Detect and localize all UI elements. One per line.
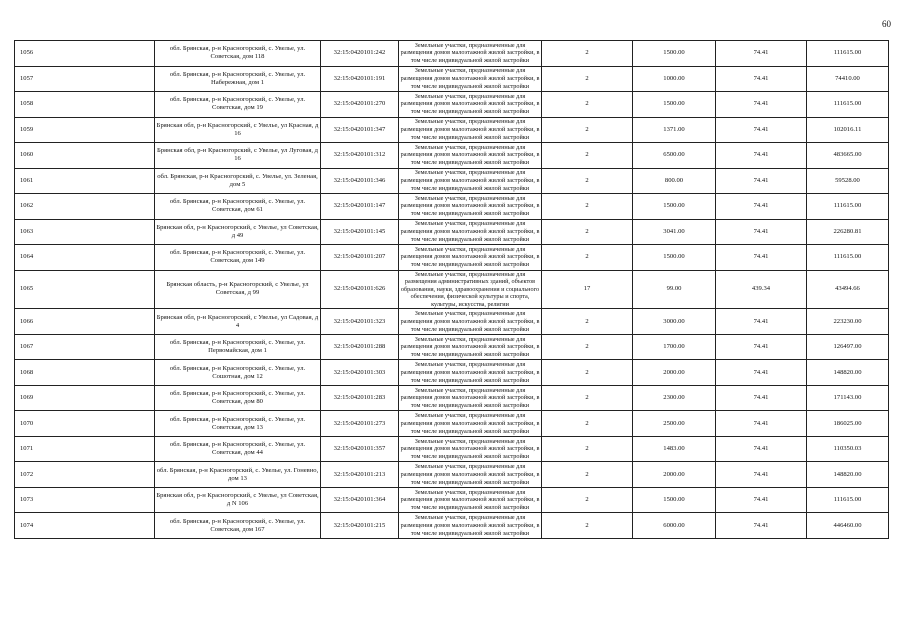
row-number-cell: 1060 xyxy=(15,143,155,169)
table-row xyxy=(15,143,889,169)
address-cell: обл. Брянская, р-н Красногорский, с. Увелье, ул. Гоневно, дом 13 xyxy=(155,462,321,488)
land-use-cell: Земельные участки, предназначенные для размещения административных зданий, объектов образования, науки, здравоохранения и социального обеспечения, физической культуры и спорта, культуры, искусства, религии xyxy=(399,270,542,309)
cadastral-number-cell: 32:15:0420101:346 xyxy=(321,168,399,194)
group-code-cell: 2 xyxy=(542,334,633,360)
address-cell: обл. Брянская, р-н Красногорский, с. Увелье, ул. Советская, дом 167 xyxy=(155,513,321,539)
table-row xyxy=(15,92,889,118)
table-row xyxy=(15,334,889,360)
address-cell: обл. Брянская, р-н Красногорский, с. Увелье, ул. Советская, дом 118 xyxy=(155,41,321,67)
cadastral-number-cell: 32:15:0420101:215 xyxy=(321,513,399,539)
specific-value-cell: 74.41 xyxy=(716,245,807,271)
row-number-cell: 1069 xyxy=(15,385,155,411)
specific-value-cell: 74.41 xyxy=(716,117,807,143)
land-use-cell: Земельные участки, предназначенные для размещения домов малоэтажной жилой застройки, в том числе индивидуальной жилой застройки xyxy=(399,41,542,67)
land-use-cell: Земельные участки, предназначенные для размещения домов малоэтажной жилой застройки, в том числе индивидуальной жилой застройки xyxy=(399,385,542,411)
land-use-cell: Земельные участки, предназначенные для размещения домов малоэтажной жилой застройки, в том числе индивидуальной жилой застройки xyxy=(399,309,542,335)
land-use-cell: Земельные участки, предназначенные для размещения домов малоэтажной жилой застройки, в том числе индивидуальной жилой застройки xyxy=(399,245,542,271)
cadastral-value-cell: 148820.00 xyxy=(807,360,889,386)
area-cell: 1483.00 xyxy=(633,436,716,462)
area-cell: 800.00 xyxy=(633,168,716,194)
cadastral-value-cell: 171143.00 xyxy=(807,385,889,411)
group-code-cell: 2 xyxy=(542,309,633,335)
land-use-cell: Земельные участки, предназначенные для размещения домов малоэтажной жилой застройки, в том числе индивидуальной жилой застройки xyxy=(399,487,542,513)
cadastral-number-cell: 32:15:0420101:303 xyxy=(321,360,399,386)
land-use-cell: Земельные участки, предназначенные для размещения домов малоэтажной жилой застройки, в том числе индивидуальной жилой застройки xyxy=(399,462,542,488)
group-code-cell: 2 xyxy=(542,245,633,271)
address-cell: Брянская область, р-н Красногорский, с Увелье, ул Советская, д 99 xyxy=(155,270,321,309)
group-code-cell: 2 xyxy=(542,385,633,411)
table-row xyxy=(15,117,889,143)
specific-value-cell: 74.41 xyxy=(716,92,807,118)
cadastral-value-cell: 111615.00 xyxy=(807,92,889,118)
cadastral-value-cell: 43494.66 xyxy=(807,270,889,309)
land-use-cell: Земельные участки, предназначенные для размещения домов малоэтажной жилой застройки, в том числе индивидуальной жилой застройки xyxy=(399,360,542,386)
group-code-cell: 2 xyxy=(542,41,633,67)
cadastral-number-cell: 32:15:0420101:283 xyxy=(321,385,399,411)
land-use-cell: Земельные участки, предназначенные для размещения домов малоэтажной жилой застройки, в том числе индивидуальной жилой застройки xyxy=(399,513,542,539)
cadastral-number-cell: 32:15:0420101:273 xyxy=(321,411,399,437)
row-number-cell: 1059 xyxy=(15,117,155,143)
area-cell: 2000.00 xyxy=(633,360,716,386)
table-row xyxy=(15,309,889,335)
land-use-cell: Земельные участки, предназначенные для размещения домов малоэтажной жилой застройки, в том числе индивидуальной жилой застройки xyxy=(399,66,542,92)
table-row xyxy=(15,66,889,92)
row-number-cell: 1071 xyxy=(15,436,155,462)
cadastral-number-cell: 32:15:0420101:207 xyxy=(321,245,399,271)
area-cell: 1000.00 xyxy=(633,66,716,92)
table-row xyxy=(15,462,889,488)
specific-value-cell: 74.41 xyxy=(716,194,807,220)
table-row xyxy=(15,270,889,309)
cadastral-number-cell: 32:15:0420101:312 xyxy=(321,143,399,169)
cadastral-number-cell: 32:15:0420101:213 xyxy=(321,462,399,488)
area-cell: 6000.00 xyxy=(633,513,716,539)
address-cell: обл. Брянская, р-н Красногорский, с. Увелье, ул. Советская, дом 80 xyxy=(155,385,321,411)
specific-value-cell: 439.34 xyxy=(716,270,807,309)
address-cell: обл. Брянская, р-н Красногорский, с. Увелье, ул. Советская, дом 13 xyxy=(155,411,321,437)
area-cell: 1500.00 xyxy=(633,487,716,513)
cadastral-value-cell: 148820.00 xyxy=(807,462,889,488)
group-code-cell: 2 xyxy=(542,411,633,437)
cadastral-value-cell: 223230.00 xyxy=(807,309,889,335)
address-cell: обл. Брянская, р-н Красногорский, с. Увелье, ул. Советская, дом 44 xyxy=(155,436,321,462)
cadastral-number-cell: 32:15:0420101:147 xyxy=(321,194,399,220)
area-cell: 1371.00 xyxy=(633,117,716,143)
page-number: 60 xyxy=(882,19,891,29)
specific-value-cell: 74.41 xyxy=(716,309,807,335)
cadastral-number-cell: 32:15:0420101:145 xyxy=(321,219,399,245)
area-cell: 6500.00 xyxy=(633,143,716,169)
address-cell: Брянская обл, р-н Красногорский, с Увелье, ул Красная, д 16 xyxy=(155,117,321,143)
row-number-cell: 1074 xyxy=(15,513,155,539)
address-cell: обл. Брянская, р-н Красногорский, с. Увелье, ул. Советская, дом 149 xyxy=(155,245,321,271)
specific-value-cell: 74.41 xyxy=(716,334,807,360)
area-cell: 1500.00 xyxy=(633,92,716,118)
row-number-cell: 1056 xyxy=(15,41,155,67)
address-cell: обл. Брянская, р-н Красногорский, с. Увелье, ул. Первомайская, дом 1 xyxy=(155,334,321,360)
cadastral-value-cell: 446460.00 xyxy=(807,513,889,539)
area-cell: 2500.00 xyxy=(633,411,716,437)
specific-value-cell: 74.41 xyxy=(716,487,807,513)
specific-value-cell: 74.41 xyxy=(716,168,807,194)
cadastral-number-cell: 32:15:0420101:323 xyxy=(321,309,399,335)
cadastral-number-cell: 32:15:0420101:242 xyxy=(321,41,399,67)
specific-value-cell: 74.41 xyxy=(716,462,807,488)
address-cell: Брянская обл, р-н Красногорский, с Увелье, ул Садовая, д 4 xyxy=(155,309,321,335)
row-number-cell: 1066 xyxy=(15,309,155,335)
table-row xyxy=(15,411,889,437)
land-use-cell: Земельные участки, предназначенные для размещения домов малоэтажной жилой застройки, в том числе индивидуальной жилой застройки xyxy=(399,117,542,143)
land-use-cell: Земельные участки, предназначенные для размещения домов малоэтажной жилой застройки, в том числе индивидуальной жилой застройки xyxy=(399,143,542,169)
table-row xyxy=(15,41,889,67)
cadastral-value-cell: 110350.03 xyxy=(807,436,889,462)
land-use-cell: Земельные участки, предназначенные для размещения домов малоэтажной жилой застройки, в том числе индивидуальной жилой застройки xyxy=(399,436,542,462)
row-number-cell: 1063 xyxy=(15,219,155,245)
address-cell: Брянская обл, р-н Красногорский, с Увелье, ул Советская, д 49 xyxy=(155,219,321,245)
group-code-cell: 2 xyxy=(542,436,633,462)
group-code-cell: 2 xyxy=(542,66,633,92)
group-code-cell: 2 xyxy=(542,487,633,513)
cadastral-number-cell: 32:15:0420101:626 xyxy=(321,270,399,309)
row-number-cell: 1072 xyxy=(15,462,155,488)
address-cell: обл. Брянская, р-н Красногорский, с. Увелье, ул. Сошотная, дом 12 xyxy=(155,360,321,386)
land-use-cell: Земельные участки, предназначенные для размещения домов малоэтажной жилой застройки, в том числе индивидуальной жилой застройки xyxy=(399,334,542,360)
cadastral-value-cell: 59528.00 xyxy=(807,168,889,194)
cadastral-number-cell: 32:15:0420101:191 xyxy=(321,66,399,92)
address-cell: обл. Брянская, р-н Красногорский, с. Увелье, ул. Зеленая, дом 5 xyxy=(155,168,321,194)
cadastral-value-cell: 483665.00 xyxy=(807,143,889,169)
specific-value-cell: 74.41 xyxy=(716,411,807,437)
row-number-cell: 1058 xyxy=(15,92,155,118)
group-code-cell: 2 xyxy=(542,117,633,143)
row-number-cell: 1057 xyxy=(15,66,155,92)
area-cell: 1500.00 xyxy=(633,41,716,67)
area-cell: 1700.00 xyxy=(633,334,716,360)
address-cell: обл. Брянская, р-н Красногорский, с. Увелье, ул. Советская, дом 61 xyxy=(155,194,321,220)
row-number-cell: 1067 xyxy=(15,334,155,360)
specific-value-cell: 74.41 xyxy=(716,143,807,169)
cadastral-number-cell: 32:15:0420101:288 xyxy=(321,334,399,360)
specific-value-cell: 74.41 xyxy=(716,385,807,411)
row-number-cell: 1068 xyxy=(15,360,155,386)
row-number-cell: 1061 xyxy=(15,168,155,194)
land-use-cell: Земельные участки, предназначенные для размещения домов малоэтажной жилой застройки, в том числе индивидуальной жилой застройки xyxy=(399,168,542,194)
cadastral-value-cell: 111615.00 xyxy=(807,487,889,513)
table-row xyxy=(15,219,889,245)
cadastral-value-cell: 111615.00 xyxy=(807,194,889,220)
table-row xyxy=(15,245,889,271)
cadastral-value-cell: 74410.00 xyxy=(807,66,889,92)
area-cell: 2300.00 xyxy=(633,385,716,411)
area-cell: 3041.00 xyxy=(633,219,716,245)
land-use-cell: Земельные участки, предназначенные для размещения домов малоэтажной жилой застройки, в том числе индивидуальной жилой застройки xyxy=(399,194,542,220)
group-code-cell: 2 xyxy=(542,360,633,386)
group-code-cell: 2 xyxy=(542,168,633,194)
specific-value-cell: 74.41 xyxy=(716,219,807,245)
land-use-cell: Земельные участки, предназначенные для размещения домов малоэтажной жилой застройки, в том числе индивидуальной жилой застройки xyxy=(399,92,542,118)
cadastral-number-cell: 32:15:0420101:357 xyxy=(321,436,399,462)
specific-value-cell: 74.41 xyxy=(716,41,807,67)
cadastral-value-cell: 111615.00 xyxy=(807,245,889,271)
specific-value-cell: 74.41 xyxy=(716,436,807,462)
specific-value-cell: 74.41 xyxy=(716,66,807,92)
specific-value-cell: 74.41 xyxy=(716,360,807,386)
row-number-cell: 1062 xyxy=(15,194,155,220)
cadastral-value-cell: 226280.81 xyxy=(807,219,889,245)
table-row xyxy=(15,168,889,194)
address-cell: Брянская обл, р-н Красногорский, с Увелье, ул Луговая, д 16 xyxy=(155,143,321,169)
land-use-cell: Земельные участки, предназначенные для размещения домов малоэтажной жилой застройки, в том числе индивидуальной жилой застройки xyxy=(399,219,542,245)
group-code-cell: 2 xyxy=(542,219,633,245)
specific-value-cell: 74.41 xyxy=(716,513,807,539)
cadastral-number-cell: 32:15:0420101:270 xyxy=(321,92,399,118)
cadastral-number-cell: 32:15:0420101:347 xyxy=(321,117,399,143)
area-cell: 1500.00 xyxy=(633,194,716,220)
table-row xyxy=(15,385,889,411)
row-number-cell: 1064 xyxy=(15,245,155,271)
cadastral-value-table xyxy=(14,40,889,539)
row-number-cell: 1070 xyxy=(15,411,155,437)
table-row xyxy=(15,487,889,513)
group-code-cell: 2 xyxy=(542,513,633,539)
cadastral-number-cell: 32:15:0420101:364 xyxy=(321,487,399,513)
table-body xyxy=(15,41,889,539)
table-row xyxy=(15,360,889,386)
address-cell: Брянская обл, р-н Красногорский, с Увелье, ул Советская, д N 106 xyxy=(155,487,321,513)
area-cell: 3000.00 xyxy=(633,309,716,335)
cadastral-value-cell: 102016.11 xyxy=(807,117,889,143)
table-row xyxy=(15,194,889,220)
area-cell: 2000.00 xyxy=(633,462,716,488)
area-cell: 1500.00 xyxy=(633,245,716,271)
address-cell: обл. Брянская, р-н Красногорский, с. Увелье, ул. Советская, дом 19 xyxy=(155,92,321,118)
group-code-cell: 2 xyxy=(542,194,633,220)
group-code-cell: 2 xyxy=(542,143,633,169)
area-cell: 99.00 xyxy=(633,270,716,309)
land-use-cell: Земельные участки, предназначенные для размещения домов малоэтажной жилой застройки, в том числе индивидуальной жилой застройки xyxy=(399,411,542,437)
address-cell: обл. Брянская, р-н Красногорский, с. Увелье, ул. Набережная, дом 1 xyxy=(155,66,321,92)
table-row xyxy=(15,513,889,539)
group-code-cell: 17 xyxy=(542,270,633,309)
table-row xyxy=(15,436,889,462)
group-code-cell: 2 xyxy=(542,462,633,488)
group-code-cell: 2 xyxy=(542,92,633,118)
row-number-cell: 1065 xyxy=(15,270,155,309)
cadastral-value-cell: 111615.00 xyxy=(807,41,889,67)
cadastral-value-cell: 126497.00 xyxy=(807,334,889,360)
cadastral-value-cell: 186025.00 xyxy=(807,411,889,437)
row-number-cell: 1073 xyxy=(15,487,155,513)
